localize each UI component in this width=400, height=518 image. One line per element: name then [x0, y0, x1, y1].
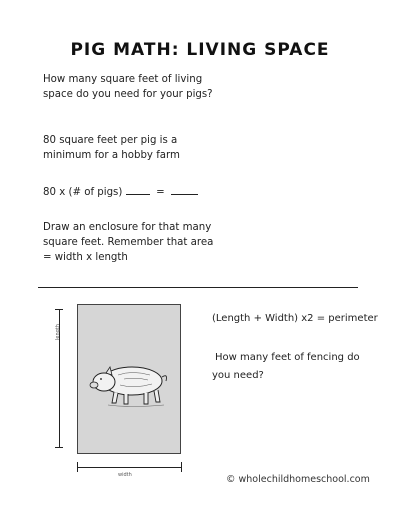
pig-count-blank [126, 184, 150, 195]
question-living-space: How many square feet of living space do you need for your pigs? [43, 74, 213, 100]
length-tick-bottom [55, 447, 63, 448]
length-label: length [55, 324, 61, 340]
copyright-credit: © wholechildhomeschool.com [226, 474, 370, 485]
section-divider [38, 287, 358, 288]
width-tick-right [181, 462, 182, 472]
enclosure-box [77, 304, 181, 454]
perimeter-formula: (Length + Width) x2 = perimeter [212, 313, 378, 324]
equals-sign: = [156, 187, 165, 198]
width-tick-left [77, 462, 78, 472]
calculation-line [43, 184, 223, 200]
minimum-space-note: 80 square feet per pig is a minimum for a hobby farm [43, 135, 180, 161]
length-tick-top [55, 309, 63, 310]
pig-illustration-icon [84, 355, 176, 411]
width-label: width [118, 472, 132, 478]
width-dimension-line [77, 467, 181, 468]
enclosure-instructions: Draw an enclosure for that many square feet. Remember that area = width x length [43, 222, 214, 263]
fencing-question: How many feet of fencing do you need? [212, 352, 360, 381]
answer-blank [171, 184, 198, 195]
calculation-prefix: 80 x (# of pigs) [43, 187, 123, 198]
page-title: PIG MATH: LIVING SPACE [70, 40, 330, 60]
